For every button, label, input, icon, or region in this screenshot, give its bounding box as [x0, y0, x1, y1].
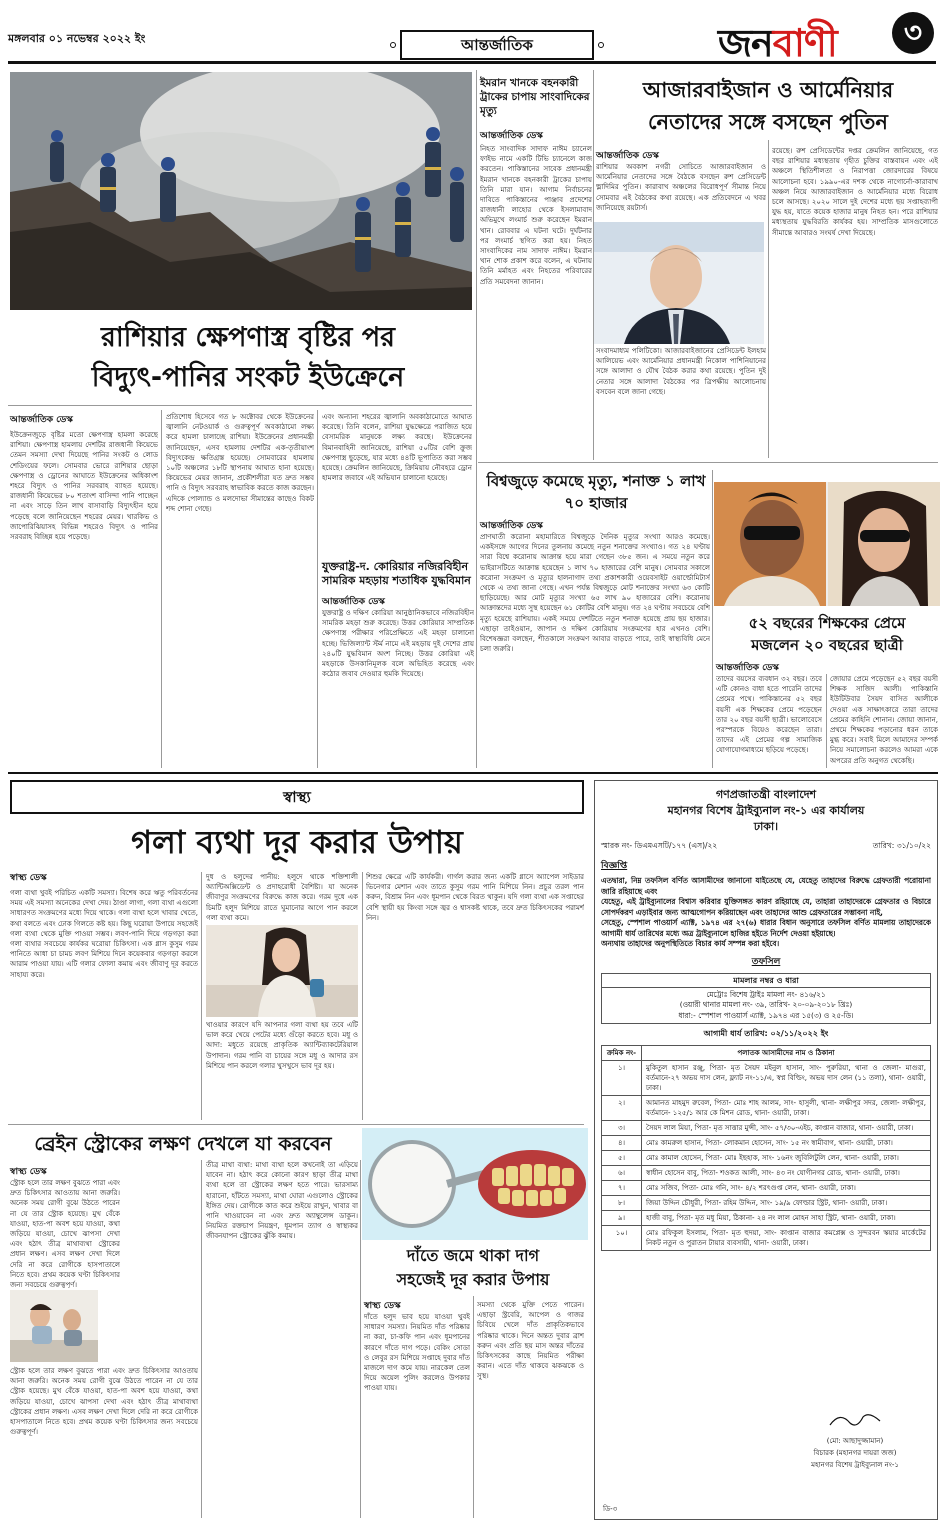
teacher-dept: আন্তর্জাতিক ডেস্ক [716, 663, 779, 673]
logo-left: জন [718, 21, 773, 65]
accused-serial: ৪। [602, 1136, 642, 1151]
putin-col2-body: রয়েছে। রুশ প্রেসিডেন্টের দপ্তর ক্রেমলিন জানিয়েছে, গত বছর রাশিয়ার মধ্যস্থতায় গৃহীত চুক্তির বাস্তবায়ন এবং এই অঞ্চলে স্থিতিশীলতা ও নিরাপত্তা জোরদারের বিষয়ে আলোচনা হবে। ১৯৯০-এর দশক থেকে নাগোর্নো-কারাবাখ অঞ্চল নিয়ে আজারবাইজান ও আর্মেনিয়ার মধ্যে বিরোধ চলে আসছে। ২০২০ সালে দুই দেশের মধ্যে ছয় সপ্তাহব্যাপী যুদ্ধ হয়, যাতে কয়েক হাজার মানুষ নিহত হন। পরে রাশিয়ার মধ্যস্থতায় যুদ্ধবিরতি কার্যকর হয়। সাম্প্রতিক মাসগুলোতে সীমান্তে আবারও সংঘর্ষ দেখা দিয়েছে। [772, 147, 938, 237]
case-line3: ধারা:- স্পেশাল পাওয়ার্স এ্যাক্ট, ১৯৭৪ এর ১৫(৩) ও ২৫-ডি। [678, 1010, 854, 1020]
notice-para1: এতদ্বারা, নিম্ন তফসিল বর্ণিত আসামীদের জানানো যাইতেছে যে, যেহেতু তাহাদের বিরুদ্ধে গ্রেফতারী পরোয়ানা জারি রহিয়াছে এবং [601, 876, 931, 896]
notice-title1: গণপ্রজাতন্ত্রী বাংলাদেশ [715, 788, 817, 801]
accused-details: মুকিতুল হাসান রঞ্জু, পিতা- মৃত সৈয়দ মইনুল হাসান, সাং- পুরুরিয়া, থানা ও জেলা- মাগুরা, বর্তমানে-২৭ অভয় দাস লেন, ফ্ল্যাট নং-১১/এ, স্বপ্ন বিল্ডিং, অভয় দাস লেন (১১ তলা), থানা- ওয়ারী, ঢাকা। [642, 1061, 931, 1096]
ukraine-rubble-photo [10, 72, 472, 310]
lead-col3-body: এবং অন্যান্য শহরের জ্বালানি অবকাঠামোতে আঘাত করেছে। তিনি বলেন, রাশিয়া যুদ্ধক্ষেত্রে পরাজিত হয়ে বেসামরিক মানুষকে লক্ষ্য করছে। ইউক্রেনের বিমানবাহিনী জানিয়েছে, রাশিয়া ৫০টির বেশি ক্রুজ ক্ষেপণাস্ত্র ছুড়েছে, যার মধ্যে ৪৪টি ভূপাতিত করা সম্ভব হয়েছে। ক্রেমলিন জানিয়েছে, ক্রিমিয়ায় নৌবহরে ড্রোন হামলার জবাবে এই অভিযান চালানো হয়েছে। [322, 413, 472, 483]
throat-col1 [10, 870, 198, 1132]
lead-dept: আন্তর্জাতিক ডেস্ক [10, 415, 73, 425]
accused-serial: ৫। [602, 1151, 642, 1166]
col-serial: ক্রমিক নং- [602, 1046, 642, 1061]
putin-col1b-body: সংবাদমাধ্যম পলিটিকো। আজারবাইজানের প্রেসিডেন্ট ইলহাম আলিয়েভ এবং আর্মেনিয়ার প্রধানমন্ত্রী নিকোল পাশিনিয়ানের সঙ্গে আলাদা ও যৌথ বৈঠক করার কথা রয়েছে। পুতিন দুই নেতার সঙ্গে আলাদা বৈঠকের পর ত্রিপক্ষীয় আলোচনায় বসবেন বলে জানা গেছে। [596, 347, 766, 396]
teacher-col2-body: জোয়ার প্রেমে পড়েছেন ৫২ বছর বয়সী শিক্ষক সাজিদ আলী। পাকিস্তানি ইউটিউবার সৈয়দ বাসিত আলীকে দেওয়া এক সাক্ষাৎকারে তারা তাদের প্রেমের কাহিনি শোনান। জোয়া জানান, প্রথমে শিক্ষকের পড়ানোর ধরন তাকে মুগ্ধ করে। সবাই মিলে আমাদের সম্পর্ক নিয়ে সমালোচনা করলেও আমরা একে অপরের প্রতি অনুগত থেকেছি। [830, 675, 938, 765]
accused-row [602, 1136, 931, 1151]
accused-details: মোঃ কামাল হোসেন, পিতা- মোঃ ইছহাক, সাং- ১৬নং জুবিলিটুলি লেন, থানা- ওয়ারী, ঢাকা। [642, 1151, 931, 1166]
covid-headline: বিশ্বজুড়ে কমেছে মৃত্যু, শনাক্ত ১ লাখ ৭০ হাজার [486, 472, 706, 512]
notice-subtitle: বিজ্ঞপ্তি [601, 861, 628, 871]
lead-col1 [10, 412, 158, 784]
section-label: আন্তর্জাতিক [400, 30, 594, 60]
case-line2: (ওয়ারী থানার মামলা নং- ৩৯, তারিখ- ২০-০৯-২০১৮ খ্রিঃ) [679, 1000, 853, 1009]
case-header: মামলার নম্বর ও ধারা [602, 974, 930, 988]
notice-memo: স্মারক নং- ডিএমএসটি/১৭৭ (এস)/২২ [601, 841, 718, 850]
putin-headline-line2: নেতাদের সঙ্গে বসছেন পুতিন [648, 110, 888, 134]
notice-ref: ডি-৩ [603, 1505, 618, 1513]
accused-table [601, 1045, 931, 1251]
accused-serial: ৮। [602, 1196, 642, 1211]
signature [825, 1409, 885, 1431]
teacher-student-photo [714, 482, 940, 606]
accused-details: হাজী বাবু, পিতা- মৃত মধু মিয়া, ঠিকানা- ২৪ নং লাল মোহন সাহা স্ট্রিট, থানা- ওয়ারী, ঢাকা। [642, 1211, 931, 1226]
putin-col1-body: রাশিয়ার অবকাশ নগরী সোচিতে আজারবাইজান ও আর্মেনিয়ার নেতাদের সঙ্গে বৈঠকে বসছেন রুশ প্রেসিডেন্ট ভ্লাদিমির পুতিন। কারাবাখ অঞ্চলের বিরোধপূর্ণ সীমান্ত নিয়ে সোমবার এই বৈঠকের কথা রয়েছে। এক প্রতিবেদনে এ খবর জানিয়েছে রয়টার্স। [596, 163, 766, 212]
throat-col2-body: দুধ ও হলুদের পানীয়: হলুদে থাকে শক্তিশালী অ্যান্টিঅক্সিডেন্ট ও প্রদাহরোধী বৈশিষ্ট্য। যা অনেক জীবাণুর সংক্রমণের বিরুদ্ধে কাজ করে। গরম দুধে এক চিমটি হলুদ মিশিয়ে রাতে ঘুমানোর আগে পান করলে গলা ব্যথা কমে। [206, 873, 358, 922]
korea-body: যুক্তরাষ্ট্র ও দক্ষিণ কোরিয়া আনুষ্ঠানিকভাবে নজিরবিহীন সামরিক মহড়া শুরু করেছে। উত্তর কোরিয়ার সাম্প্রতিক ক্ষেপণাস্ত্র পরীক্ষার পরিপ্রেক্ষিতে এই মহড়া চালানো হচ্ছে। ভিজিল্যান্ট স্টর্ম নামে এই মহড়ায় দুই দেশের প্রায় ২৪০টি যুদ্ধবিমান অংশ নিচ্ছে। উত্তর কোরিয়া এই মহড়াকে উসকানিমূলক বলে অভিহিত করেছে এবং কঠোর জবাব দেওয়ার হুমকি দিয়েছে। [322, 609, 474, 679]
accused-serial: ৬। [602, 1166, 642, 1181]
signature-block [785, 1409, 925, 1471]
lead-col1-body: ইউক্রেনজুড়ে বৃষ্টির মতো ক্ষেপণাস্ত্র হামলা করেছে রাশিয়া। ক্ষেপণাস্ত্র হামলায় দেশটির রাজধানী কিয়েভে তেমন সমস্যা দেখা দিয়েছে পানির সংকট ও লোড শেডিংয়ের ফলে। সোমবার ভোরে রাশিয়ার ছোড়া ক্ষেপণাস্ত্র ও ড্রোনের আঘাতে ইউক্রেনের অধিকাংশ শহরে বিদ্যুৎ ও পানির সরবরাহ ব্যাহত হয়েছে। রাজধানী কিয়েভের ৮০ শতাংশ বাসিন্দা পানি পাচ্ছেন না এবং সাড়ে তিন লাখ বাসাবাড়ি বিদ্যুৎহীন হয়ে পড়েছে বলে জানিয়েছেন শহরের মেয়র। খারকিভ ও জাপোরিঝিয়াসহ বিভিন্ন শহরেও বিদ্যুৎ ও পানির সরবরাহ বিচ্ছিন্ন হয়ে পড়েছে। [10, 431, 158, 542]
teeth-col2-body: সমস্যা থেকে মুক্তি পেতে পারেন। এছাড়া স্ট্রবেরি, আপেল ও গাজর চিবিয়ে খেলে দাঁত প্রাকৃতিকভাবে পরিষ্কার থাকে। দিনে অন্তত দুবার ব্রাশ করুন এবং প্রতি ছয় মাস অন্তর দাঁতের চিকিৎসকের কাছে নিয়মিত পরীক্ষা করান। এতে দাঁত থাকবে ঝকঝকে ও সুস্থ। [477, 1301, 584, 1381]
teacher-headline [716, 612, 938, 656]
accused-serial: ৭। [602, 1181, 642, 1196]
teacher-col1-body: তাদের বয়সের ব্যবধান ৩২ বছর। তবে এটি কোনও বাধা হতে পারেনি তাদের প্রেমের পথে। পাকিস্তানের ৫২ বছর বয়সী এক শিক্ষকের প্রেমে পড়েছেন তার ২০ বছর বয়সী ছাত্রী। ভালোবেসে পরস্পরকে বিয়েও করেছেন তারা। তাদের এই প্রেমের গল্প সামাজিক যোগাযোগমাধ্যমে ছড়িয়ে পড়েছে। [716, 675, 822, 755]
page-number: ৩ [892, 12, 934, 54]
teacher-headline-line2: মজলেন ২০ বছরের ছাত্রী [751, 636, 903, 654]
notice-para4: অন্যথায় তাহাদের অনুপস্থিতিতে বিচার কার্য সম্পন্ন করা হইবে। [601, 939, 780, 948]
stroke-col1-body: স্ট্রোক হলে তার লক্ষণ বুঝতে পারা এবং দ্রুত চিকিৎসার আওতায় আনা জরুরি। অনেক সময় রোগী বুঝে উঠতে পারেন না যে তার স্ট্রোক হয়েছে। মুখ বেঁকে যাওয়া, হাত-পা অবশ হয়ে যাওয়া, কথা জড়িয়ে যাওয়া, চোখে ঝাপসা দেখা এবং হঠাৎ তীব্র মাথাব্যথা স্ট্রোকের প্রধান লক্ষণ। এসব লক্ষণ দেখা দিলে দেরি না করে রোগীকে হাসপাতালে নিতে হবে। প্রথম কয়েক ঘণ্টা চিকিৎসার জন্য সবচেয়ে গুরুত্বপূর্ণ। [10, 1179, 120, 1288]
accused-row [602, 1196, 931, 1211]
lead-headline-line1: রাশিয়ার ক্ষেপণাস্ত্র বৃষ্টির পর [100, 322, 396, 353]
accused-serial: ৩। [602, 1121, 642, 1136]
lead-headline-line2: বিদ্যুৎ-পানির সংকট ইউক্রেনে [91, 362, 405, 393]
notice-schedule-label: তফসিল [751, 956, 781, 967]
covid-body: প্রাণঘাতী করোনা মহামারিতে বিশ্বজুড়ে দৈনিক মৃত্যুর সংখ্যা আরও কমেছে। একইসঙ্গে আগের দিনের তুলনায় কমেছে নতুন শনাক্তের সংখ্যাও। গত ২৪ ঘণ্টায় সারা বিশ্বে করোনায় আক্রান্ত হয়ে মারা গেছেন ৩৮৫ জন। এ সময়ে নতুন করে ভাইরাসটিতে আক্রান্ত হয়েছেন ১ লাখ ৭০ হাজারের বেশি মানুষ। সোমবার সকালে করোনা সংক্রমণ ও মৃত্যুর হালনাগাদ তথ্য প্রকাশকারী ওয়েবসাইট ওয়ার্ল্ডোমিটার্স থেকে এ তথ্য জানা গেছে। এখন পর্যন্ত বিশ্বজুড়ে মোট শনাক্তের সংখ্যা ৬৩ কোটি ছাড়িয়েছে। আর মোট মৃত্যুর সংখ্যা ৬৫ লাখ ৯০ হাজারের বেশি। করোনায় আক্রান্তদের মধ্যে সুস্থ হয়েছেন ৬১ কোটির বেশি মানুষ। গত ২৪ ঘণ্টায় সবচেয়ে বেশি মৃত্যু হয়েছে রাশিয়ায়। একই সময়ে দেশটিতে নতুন শনাক্ত হয়েছে প্রায় ছয় হাজার। এছাড়া তাইওয়ান, জাপান ও দক্ষিণ কোরিয়ায় সংক্রমণের হার এখনও বেশি। বিশেষজ্ঞরা বলছেন, শীতকালে সংক্রমণ আবার বাড়তে পারে, তাই স্বাস্থ্যবিধি মেনে চলা জরুরি। [480, 533, 710, 654]
putin-headline-line1: আজারবাইজান ও আর্মেনিয়ার [642, 78, 894, 102]
teeth-headline-line2: সহজেই দূর করার উপায় [396, 1270, 550, 1289]
accused-details: মোঃ কামরুল হাসান, পিতা- লোকমান হোসেন, সাং- ১৫ নং স্বামীবাগ, থানা- ওয়ারী, ঢাকা। [642, 1136, 931, 1151]
case-line1: মেট্রোঃ বিশেষ ট্রাইঃ মামলা নং- ৪১৬/২১ [706, 989, 826, 999]
accused-details: আমানত মাহমুদ রুবেল, পিতা- মোঃ শাহ আলম, সাং- হাসুলী, থানা- লক্ষীপুর সদর, জেলা- লক্ষীপুর, বর্তমানে- ১২৫/১ আর কে মিশন রোড, থানা- ওয়ারী, ঢাকা। [642, 1096, 931, 1121]
teeth-headline-line1: দাঁতে জমে থাকা দাগ [406, 1246, 540, 1265]
col-name: পলাতক আসামীদের নাম ও ঠিকানা [642, 1046, 931, 1061]
masthead [8, 8, 936, 64]
teeth-dept: স্বাস্থ্য ডেস্ক [364, 1301, 401, 1311]
accused-row [602, 1166, 931, 1181]
stroke-patient-photo [10, 1290, 98, 1362]
notice-para3: সেহেতু, স্পেশাল পাওয়ার্স এ্যাক্ট, ১৯৭৪ এর ২৭(৬) ধারার বিধান অনুসারে তফসিল বর্ণিত মামলায় তাহাদেরকে আগামী ধার্য তারিখের মধ্যে অত্র ট্রাইব্যুনালে হাজির হইতে নির্দেশ দেওয়া হইয়াছে। [601, 918, 931, 938]
throat-col1-body: গলা ব্যথা খুবই পরিচিত একটি সমস্যা। বিশেষ করে ঋতু পরিবর্তনের সময় এই সমস্যা অনেকের দেখা দেয়। ঠাণ্ডা লাগা, গলা ব্যথা এগুলো সাধারণত সংক্রমণের মধ্যে দিয়ে থাকে। গলা ব্যথা হলে খাবার খেতে, কথা বলতে এবং ঢোক গিলতে কষ্ট হয়। কিছু ঘরোয়া উপায়ে সহজেই গলা ব্যথা থেকে মুক্তি পাওয়া সম্ভব। লবণ-পানি দিয়ে গড়গড়া করা গলা ব্যথার সবচেয়ে কার্যকর ঘরোয়া চিকিৎসা। এক গ্লাস কুসুম গরম পানিতে আধা চা চামচ লবণ মিশিয়ে দিনে কয়েকবার গড়গড়া করলে আরাম পাওয়া যায়। এটি গলার ফোলা কমায় এবং জীবাণু দূর করতে সাহায্য করে। [10, 889, 198, 979]
accused-row [602, 1061, 931, 1096]
accused-row [602, 1226, 931, 1251]
newspaper-logo [718, 8, 936, 65]
accused-serial: ২। [602, 1096, 642, 1121]
lead-headline [28, 318, 468, 398]
accused-row [602, 1121, 931, 1136]
accused-serial: ৯। [602, 1211, 642, 1226]
accused-details: মোঃ সজিব, পিতা- মোঃ গনি, সাং- ৪/২ শরৎগুপ্ত লেন, থানা- ওয়ারী, ঢাকা। [642, 1181, 931, 1196]
stroke-dept: স্বাস্থ্য ডেস্ক [10, 1167, 47, 1177]
journalist-headline: ইমরান খানকে বহনকারী ট্রাকের চাপায় সাংবাদিকের মৃত্যু [480, 77, 590, 117]
notice-title2: মহানগর বিশেষ ট্রাইব্যুনাল নং-১ এর কার্যালয় [667, 804, 865, 817]
korea-headline: যুক্তরাষ্ট্র-দ. কোরিয়ার নজিরবিহীন সামরিক মহড়ায় শতাধিক যুদ্ধবিমান [322, 560, 471, 587]
covid-dept: আন্তর্জাতিক ডেস্ক [480, 521, 543, 531]
notice-para2: যেহেতু, এই ট্রাইব্যুনালের বিশ্বাস করিবার যুক্তিসঙ্গত কারণ রহিয়াছে যে, তাহারা তাহাদেরকে গ্রেফতার ও বিচারে সোপর্দকরণ এড়াইবার জন্য আত্মগোপন করিয়াছেন এবং তাহাদের আশু গ্রেফতারের সম্ভাবনা নাই, [601, 897, 931, 917]
teeth-stain-photo [362, 1128, 588, 1240]
stroke-col2-body: তীব্র মাথা ব্যথা: মাথা ব্যথা হলে কখনোই তা এড়িয়ে যাবেন না। হঠাৎ করে কোনো কারণ ছাড়া তীব্র মাথা ব্যথা হলে তা স্ট্রোকের লক্ষণ হতে পারে। ভারসাম্য হারানো, হাঁটতে সমস্যা, মাথা ঘোরা এগুলোও স্ট্রোকের ইঙ্গিত দেয়। রোগীকে কাত করে শুইয়ে রাখুন, খাবার বা পানি খাওয়াবেন না এবং দ্রুত অ্যাম্বুলেন্স ডাকুন। নিয়মিত রক্তচাপ নিয়ন্ত্রণ, ধূমপান ত্যাগ ও স্বাস্থ্যকর জীবনযাপন স্ট্রোকের ঝুঁকি কমায়। [206, 1161, 358, 1241]
teeth-col1-body: দাঁতে হলুদ ভাব হয়ে যাওয়া খুবই সাধারণ সমস্যা। নিয়মিত দাঁত পরিষ্কার না করা, চা-কফি পান এবং ধূমপানের কারণে দাঁতে দাগ পড়ে। বেকিং সোডা ও লেবুর রস মিশিয়ে সপ্তাহে দুবার দাঁত মাজলে দাগ কমে যায়। নারকেল তেল দিয়ে অয়েল পুলিং করলেও উপকার পাওয়া যায়। [364, 1313, 470, 1393]
throat-pain-photo [206, 925, 358, 1017]
accused-details: সৈয়দ লাল মিয়া, পিতা- মৃত সাত্তার মুন্সী, সাং- ৫৭/৩০-এইচ, কাপ্তান বাজার, থানা- ওয়ারী, ঢাকা। [642, 1121, 931, 1136]
notice-title3: ঢাকা। [753, 820, 779, 833]
putin-photo [594, 222, 764, 344]
case-box [601, 973, 931, 1025]
stroke-headline: ব্রেইন স্ট্রোকের লক্ষণ দেখলে যা করবেন [34, 1133, 332, 1155]
accused-row [602, 1181, 931, 1196]
accused-serial: ১। [602, 1061, 642, 1096]
signer-title1: বিচারক (মহানগর দায়রা জজ) [813, 1449, 897, 1457]
accused-details: জিয়া উদ্দিন চৌধুরী, পিতা- রহিম উদ্দিন, সাং- ১৯/৯ ফোল্ডার স্ট্রিট, থানা- ওয়ারী, ঢাকা। [642, 1196, 931, 1211]
issue-date: মঙ্গলবার ০১ নভেম্বর ২০২২ ইং [8, 32, 146, 45]
putin-headline [598, 74, 938, 138]
throat-col2b-body: খাওয়ার কারণে যদি আপনার গলা ব্যথা হয় তবে এটি ভাল করে খেয়ে পেটের মধ্যে গুঁড়ো করতে হবে। মধু ও আদা: মধুতে রয়েছে প্রাকৃতিক অ্যান্টিব্যাকটেরিয়াল উপাদান। গরম পানি বা চায়ের সঙ্গে মধু ও আদার রস মিশিয়ে পান করলে গলার খুসখুসে ভাব দূর হয়। [206, 1021, 358, 1070]
health-headline: গলা ব্যথা দূর করার উপায় [131, 823, 463, 861]
notice-date: তারিখ: ৩১/১০/২২ [872, 841, 931, 850]
signer-name: (মো: আছাদুজ্জামান) [826, 1437, 884, 1445]
putin-dept: আন্তর্জাতিক ডেস্ক [596, 151, 659, 161]
signer-title2: মহানগর বিশেষ ট্রাইব্যুনাল নং-১ [811, 1461, 899, 1469]
health-section-box: স্বাস্থ্য [10, 780, 584, 814]
accused-details: মোঃ রফিকুল ইসলাম, পিতা- মৃত হুদয়া, সাং- কাপ্তান বাজার কমপ্লেক্স ও সুন্দরবন স্কয়ার মার্কেটের নিকট নতুন ও পুরাতন টায়ার ব্যবসায়ী, থানা- ওয়ারী, ঢাকা। [642, 1226, 931, 1251]
stroke-col1-body-cont: স্ট্রোক হলে তার লক্ষণ বুঝতে পারা এবং দ্রুত চিকিৎসার আওতায় আনা জরুরি। অনেক সময় রোগী বুঝে উঠতে পারেন না যে তার স্ট্রোক হয়েছে। মুখ বেঁকে যাওয়া, হাত-পা অবশ হয়ে যাওয়া, কথা জড়িয়ে যাওয়া, চোখে ঝাপসা দেখা এবং হঠাৎ তীব্র মাথাব্যথা স্ট্রোকের প্রধান লক্ষণ। এসব লক্ষণ দেখা দিলে দেরি না করে রোগীকে হাসপাতালে নিতে হবে। প্রথম কয়েক ঘণ্টা চিকিৎসার জন্য সবচেয়ে গুরুত্বপূর্ণ। [10, 1367, 198, 1437]
accused-row [602, 1096, 931, 1121]
teacher-headline-line1: ৫২ বছরের শিক্ষকের প্রেমে [748, 614, 906, 632]
next-hearing-date: আগামী ধার্য তারিখ: ০২/১১/২০২২ ইং [703, 1029, 829, 1038]
accused-row [602, 1211, 931, 1226]
journalist-body: নিহত সাংবাদিক সাদাফ নাঈম চ্যানেল ফাইভ নামে একটি টিভি চ্যানেলে কাজ করতেন। পাকিস্তানের সাবেক প্রধানমন্ত্রী ইমরান খানকে বহনকারী ট্রাকের চাপায় তিনি মারা যান। আগাম নির্বাচনের দাবিতে পাকিস্তানের পাঞ্জাব প্রদেশের রাজধানী লাহোর থেকে ইসলামাবাদ অভিমুখে লংমার্চ শুরু করেছেন ইমরান খান। রোববার এ ঘটনা ঘটে। দুর্ঘটনার পর লংমার্চ স্থগিত করা হয়। নিহত সাংবাদিকের নাম সাদাফ নাঈম। ইমরান খান শোক প্রকাশ করে বলেন, এ ঘটনায় তিনি মর্মাহত এবং নিহতের পরিবারের প্রতি সমবেদনা জানান। [480, 145, 592, 286]
lead-col2-body: প্রতিশোধ হিসেবে গত ৮ অক্টোবর থেকে ইউক্রেনের জ্বালানি নেটওয়ার্ক ও গুরুত্বপূর্ণ অবকাঠামো লক্ষ্য করে হামলা চালাচ্ছে রাশিয়া। ইউক্রেনের প্রধানমন্ত্রী জানিয়েছেন, এসব হামলায় দেশটির এক-তৃতীয়াংশ বিদ্যুৎকেন্দ্র ক্ষতিগ্রস্ত হয়েছে। সোমবারের হামলায় ১০টি অঞ্চলের ১৮টি স্থাপনায় আঘাত হানা হয়েছে। কিয়েভের মেয়র জানান, প্রকৌশলীরা যত দ্রুত সম্ভব পানি ও বিদ্যুৎ সরবরাহ স্বাভাবিক করতে কাজ করছেন। এদিকে পোল্যান্ড ও মলদোভা সীমান্তের কাছেও বিকট শব্দ শোনা গেছে। [166, 413, 314, 513]
accused-details: স্বাধীন হোসেন বাবু, পিতা- শওকত আলী, সাং- ৪৩ নং যোগীনগর রোড, থানা- ওয়ারী, ঢাকা। [642, 1166, 931, 1181]
teeth-headline [362, 1244, 584, 1292]
throat-col3-body: শিশুর ক্ষেত্রে এটি কার্যকরী। গার্গল করার জন্য একটি গ্লাসে অ্যাপেল সাইডার ভিনেগার মেশান এবং তাতে কুসুম গরম পানি মিশিয়ে নিন। প্রচুর তরল পান করুন, বিশ্রাম নিন এবং ধূমপান থেকে বিরত থাকুন। যদি গলা ব্যথা এক সপ্তাহের বেশি স্থায়ী হয় কিংবা সঙ্গে জ্বর ও শ্বাসকষ্ট থাকে, তবে দ্রুত চিকিৎসকের পরামর্শ নিন। [366, 873, 584, 922]
tribunal-notice [594, 780, 938, 1520]
logo-right: বাণী [772, 21, 837, 65]
throat-dept: স্বাস্থ্য ডেস্ক [10, 873, 47, 883]
accused-row [602, 1151, 931, 1166]
journalist-dept: আন্তর্জাতিক ডেস্ক [480, 131, 543, 141]
accused-serial: ১০। [602, 1226, 642, 1251]
korea-dept: আন্তর্জাতিক ডেস্ক [322, 597, 385, 607]
